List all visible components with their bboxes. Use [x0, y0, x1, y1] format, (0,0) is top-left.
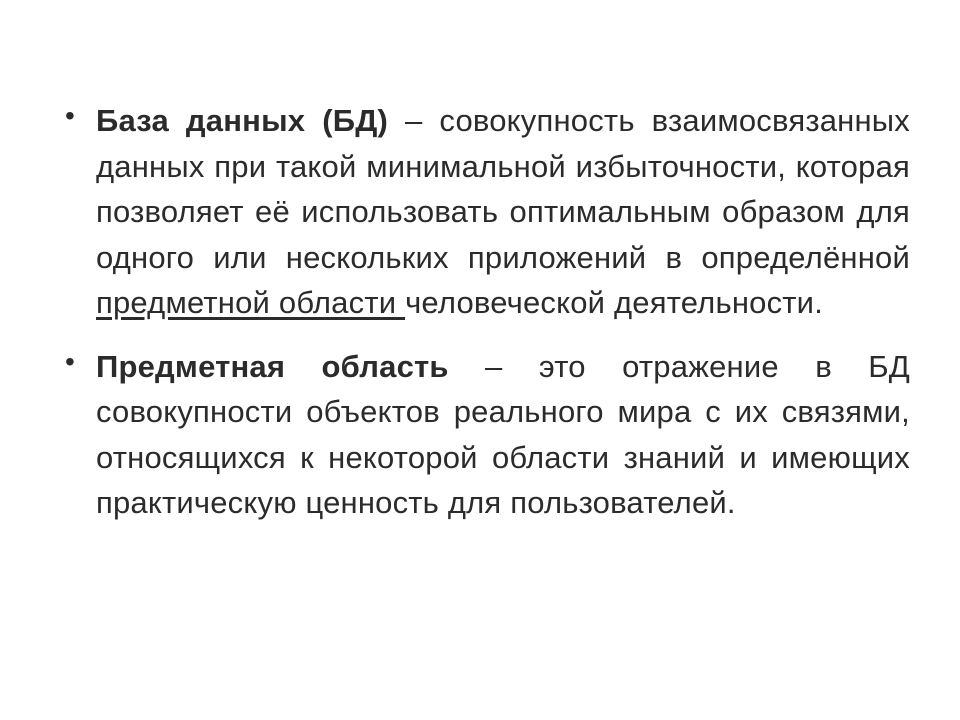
definition-text-part2: человеческой деятельности.	[405, 285, 824, 320]
bullet-item-database-definition	[60, 98, 910, 326]
bullet-item-subject-area-definition	[60, 344, 910, 526]
definition-text: – это отражение в БД совокупности объектов реального мира с их связями, относящихся к некоторой области знаний и имеющих практическую ценность для пользователей.	[96, 348, 910, 520]
term-database: База данных (БД)	[96, 103, 389, 138]
bullet-icon: •	[64, 100, 75, 131]
subject-area-link[interactable]: предметной области	[96, 285, 406, 320]
definition-text-part1: – совокупность взаимосвязанных данных при такой минимальной избыточности, которая позволяет её использовать оптимальным образом для одного или нескольких приложений в определённой	[96, 103, 910, 275]
bullet-list	[60, 98, 910, 544]
bullet-icon: •	[64, 345, 75, 377]
term-subject-area: Предметная область	[96, 348, 449, 384]
